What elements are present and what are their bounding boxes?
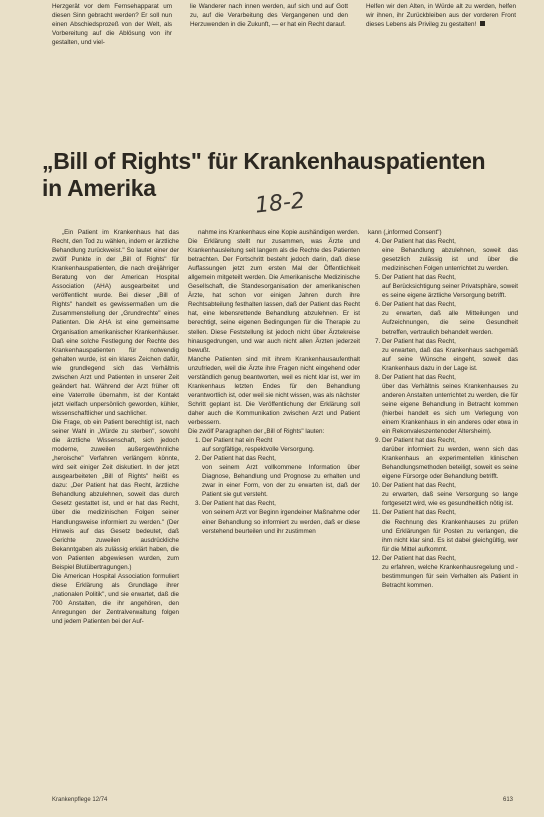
right-item: 6. Der Patient hat das Recht, zu erwarten, daß alle Mitteilungen und Aufzeichnungen, die seine Gesundheit betreffen, vertraulich behandelt werden. <box>382 300 518 336</box>
handwritten-note: 18-2 <box>253 188 307 219</box>
article-column-2 <box>188 228 360 536</box>
prev-article-column-3 <box>366 2 516 29</box>
rights-list-part-1 <box>188 436 360 536</box>
right-item: 7. Der Patient hat das Recht, zu erwarten, daß das Krankenhaus sachgemäß auf seine Wünsche eingeht, soweit das Krankenhaus dazu in der Lage ist. <box>382 337 518 373</box>
prev-article-column-1 <box>52 2 172 47</box>
journal-footer: Krankenpflege 12/74 <box>52 797 108 803</box>
right-item: 10. Der Patient hat das Recht, zu erwarten, daß seine Versorgung so lange fortgesetzt wird, wie es gesundheitlich nötig ist. <box>382 481 518 508</box>
article-column-1 <box>52 228 179 626</box>
right-item: 8. Der Patient hat das Recht, über das Verhältnis seines Krankenhauses zu anderen Anstalten unterrichtet zu werden, die für seine eigene Behandlung in Betracht kommen (hierbei handelt es sich um Verlegung von einem Krankenhaus in ein anderes oder etwa in ein Rekonvaleszentenoder Altersheim). <box>382 373 518 436</box>
article-title-line-2: in Amerika <box>42 175 156 201</box>
right-item: 1. Der Patient hat ein Recht auf sorgfältige, respektvolle Versorgung. <box>202 436 360 454</box>
prev-article-closing-text: Helfen wir den Alten, in Würde alt zu werden, helfen wir ihnen, ihr Zurückbleiben aus der vorderen Front dieses Lebens als Privileg zu gestalten! <box>366 3 516 29</box>
right-item: 11. Der Patient hat das Recht, die Rechnung des Krankenhauses zu prüfen und Erklärungen für Posten zu verlangen, die ihm nicht klar sind. Es ist dabei gleichgültig, wer für die Mittel aufkommt. <box>382 508 518 553</box>
prev-article-text: lie Wanderer nach innen werden, auf sich und auf Gott zu, auf die Verarbeitung des Vergangenen und den Herzuwenden in die Zukunft, — er hat ein Recht darauf. <box>190 3 348 29</box>
right-item: 2. Der Patient hat das Recht, von seinem Arzt vollkommene Information über Diagnose, Behandlung und Prognose zu erhalten und zwar in einer Form, von der zu erwarten ist, daß der Patient sie gut versteht. <box>202 454 360 499</box>
article-title-line-1: „Bill of Rights" für Krankenhauspatienten <box>42 148 486 174</box>
rights-continuation: kann („informed Consent") <box>368 229 442 236</box>
right-item: 9. Der Patient hat das Recht, darüber informiert zu werden, wenn sich das Krankenhaus an experimentellen klinischen Behandlungsmethoden beteiligt, soweit es seine eigene Fürsorge oder Behandlung betrifft. <box>382 436 518 481</box>
right-item: 4. Der Patient hat das Recht, eine Behandlung abzulehnen, soweit das gesetzlich zulässig ist und über die medizinischen Folgen unterrichtet zu werden. <box>382 237 518 273</box>
page-number: 613 <box>503 797 514 803</box>
rights-list-part-2 <box>368 237 518 590</box>
article-column-3 <box>368 228 518 590</box>
end-of-article-mark <box>480 21 485 26</box>
right-item: 5. Der Patient hat das Recht, auf Berücksichtigung seiner Privatsphäre, soweit es seine eigene ärztliche Versorgung betrifft. <box>382 273 518 300</box>
right-item: 3. Der Patient hat das Recht, von seinem Arzt vor Beginn irgendeiner Maßnahme oder einer Behandlung so informiert zu werden, daß er diese verstehend beurteilen und ihr zustimmen <box>202 499 360 535</box>
prev-article-text <box>366 2 516 29</box>
right-item: 12. Der Patient hat das Recht, zu erfahren, welche Krankenhausregelung und -bestimmungen für sein Verhalten als Patient in Betracht kommen. <box>382 554 518 590</box>
prev-article-column-2 <box>190 2 348 29</box>
article-body-text: nahme ins Krankenhaus eine Kopie aushändigen werden. Die Erklärung stellt nur zusammen, was Ärzte und Krankenhausleitung seit langem als die Rechte des Patienten betrachten. Der Fortschritt besteht jedoch darin, daß diese Auffassungen jetzt zum ersten Mal der Öffentlichkeit allgemein mitgeteilt werden. Die Amerikanische Medizinische Gesellschaft, die Standesorganisation der amerikanischen Ärzte, hat schon vor einigen Jahren durch ihre Rechtsabteilung festhalten lassen, daß der Patient das Recht hat, eine lebensrettende Behandlung abzulehnen. Er ist berechtigt, seine eigenen Bedingungen für die Therapie zu stellen. Diese Feststellung ist jedoch nicht über Ärztekreise hinausgedrungen, und war auch nicht allen Ärzten jederzeit bewußt. Manche Patienten sind mit ihrem Krankenhausaufenthalt unzufrieden, weil die Ärzte ihre Fragen nicht eingehend oder verständlich genug beantworten, weil es nicht klar ist, wer im Krankenhaus letzten Endes für den Behandlung verantwortlich ist, oder weil sie nicht wissen, was als nächster Schritt geplant ist. Die Veröffentlichung der Erklärung soll daher auch die Kommunikation zwischen Arzt und Patient verbessern. Die zwölf Paragraphen der „Bill of Rights" lauten: <box>188 229 360 436</box>
article-body-text: „Ein Patient im Krankenhaus hat das Recht, den Tod zu wählen, indem er ärztliche Behandlung zurückweist." So lautet einer der zwölf Punkte in der „Bill of Rights" für Krankenhauspatienten, die nach dreijähriger Beratung von der American Hospital Association (AHA) ausgearbeitet und veröffentlicht wurde. Bei dieser „Bill of Rights" handelt es gewissermaßen um die Zusammenstellung der „Grundrechte" eines Patienten. Die AHA ist eine gemeinsame Organisation amerikanischer Krankenhäuser. Daß eine solche Festlegung der Rechte des Krankenhauspatienten für notwendig gehalten wurde, ist ein klares Zeichen dafür, wie grundlegend sich das Verhältnis zwischen Arzt und Patienten in unserer Zeit geändert hat. Während der Arzt früher oft eine Vaterrolle übernahm, ist der Kontakt jetzt vielfach unpersönlich geworden, kühler, wissenschaftlicher und sachlicher. Die Frage, ob ein Patient berechtigt ist, nach seiner Wahl in „Würde zu sterben", sowohl die ärztliche Wissenschaft, sich jedoch moderne, zuweilen außergewöhnliche „heroische" Verfahren verlängern könnte, wird seit einiger Zeit diskutiert. In der jetzt ausgearbeiteten „Bill of Rights" heißt es dazu: „Der Patient hat das Recht, ärztliche Behandlung abzulehnen, soweit das durch Gesetz gestattet ist, und er hat das Recht, über die medizinischen Folgen seiner Handlungsweise informiert zu werden." (Der Hinweis auf das Gesetz bedeutet, daß Gerichte zuweilen ausdrückliche Bekanntgaben als zulässig erklärt haben, die von Patienten abgewiesen wurden, zum Beispiel Blutübertragungen.) Die American Hospital Association formuliert diese Erklärung als Grundlage ihrer „nationalen Politik", und sie erwartet, daß die 700 Anstalten, die ihr angehören, den Anregungen der Zentralverwaltung folgen und jedem Patienten bei der Auf- <box>52 229 179 626</box>
prev-article-text: Herzgerät vor dem Fernsehapparat um diesen Sinn gebracht werden? Er soll nun einen Abschiedsprozeß von der Welt, als Vorbereitung auf die Ablösung von ihr gestalten, und viel- <box>52 3 172 47</box>
